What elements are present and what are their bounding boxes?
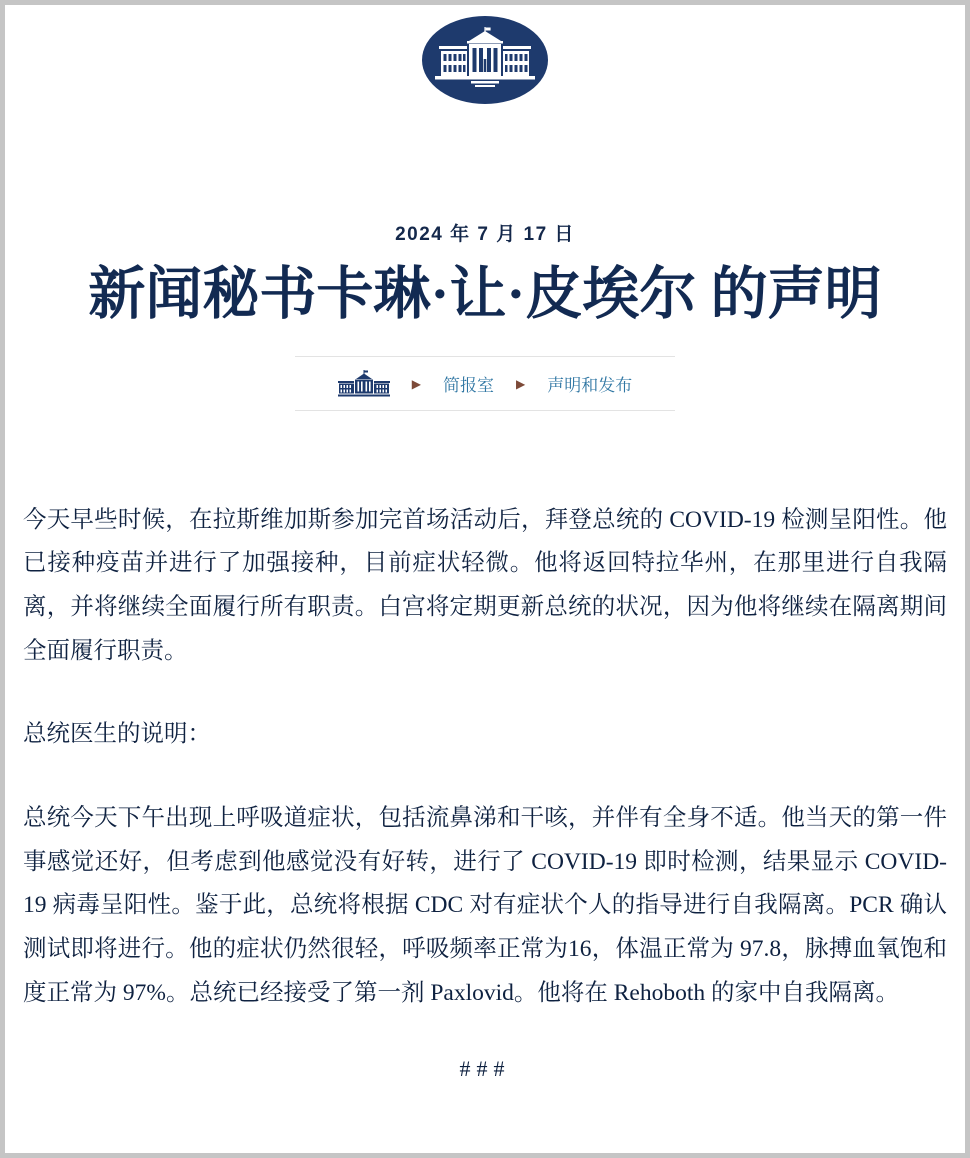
breadcrumb-link-briefing-room[interactable]: 简报室 xyxy=(443,376,494,396)
statement-body xyxy=(23,499,947,1016)
statement-paragraph-2: 总统今天下午出现上呼吸道症状，包括流鼻涕和干咳，并伴有全身不适。他当天的第一件事感觉还好，但考虑到他感觉没有好转，进行了 COVID-19 即时检测，结果显示 COVID-19 病毒呈阳性。鉴于此，总统将根据 CDC 对有症状个人的指导进行自我隔离。PCR 确认测试即将进行。他的症状仍然很轻，呼吸频率正常为16，体温正常为 97.8，脉搏血氧饱和度正常为 97%。总统已经接受了第一剂 Paxlovid。他将在 Rehoboth 的家中自我隔离。 xyxy=(23,805,947,1006)
doctor-note-heading: 总统医生的说明： xyxy=(23,721,211,748)
whitehouse-logo-icon xyxy=(421,15,549,105)
breadcrumb-link-statements-releases[interactable]: 声明和发布 xyxy=(547,376,633,396)
whitehouse-icon xyxy=(338,370,390,398)
breadcrumb-separator-icon: ▶ xyxy=(411,376,421,391)
breadcrumb-separator-icon: ▶ xyxy=(516,376,526,391)
statement-date: 2024 年 7 月 17 日 xyxy=(395,224,575,245)
statement-paragraph-1: 今天早些时候，在拉斯维加斯参加完首场活动后，拜登总统的 COVID-19 检测呈阳性。他已接种疫苗并进行了加强接种，目前症状轻微。他将返回特拉华州，在那里进行自我隔离，并将继续全面履行所有职责。白宫将定期更新总统的状况，因为他将继续在隔离期间全面履行职责。 xyxy=(23,506,947,664)
page-title: 新闻秘书卡琳·让·皮埃尔 的声明 xyxy=(88,263,882,326)
breadcrumb xyxy=(295,356,675,411)
end-mark: ### xyxy=(459,1055,511,1081)
breadcrumb-home-link[interactable] xyxy=(338,370,390,398)
site-logo[interactable] xyxy=(5,15,965,107)
